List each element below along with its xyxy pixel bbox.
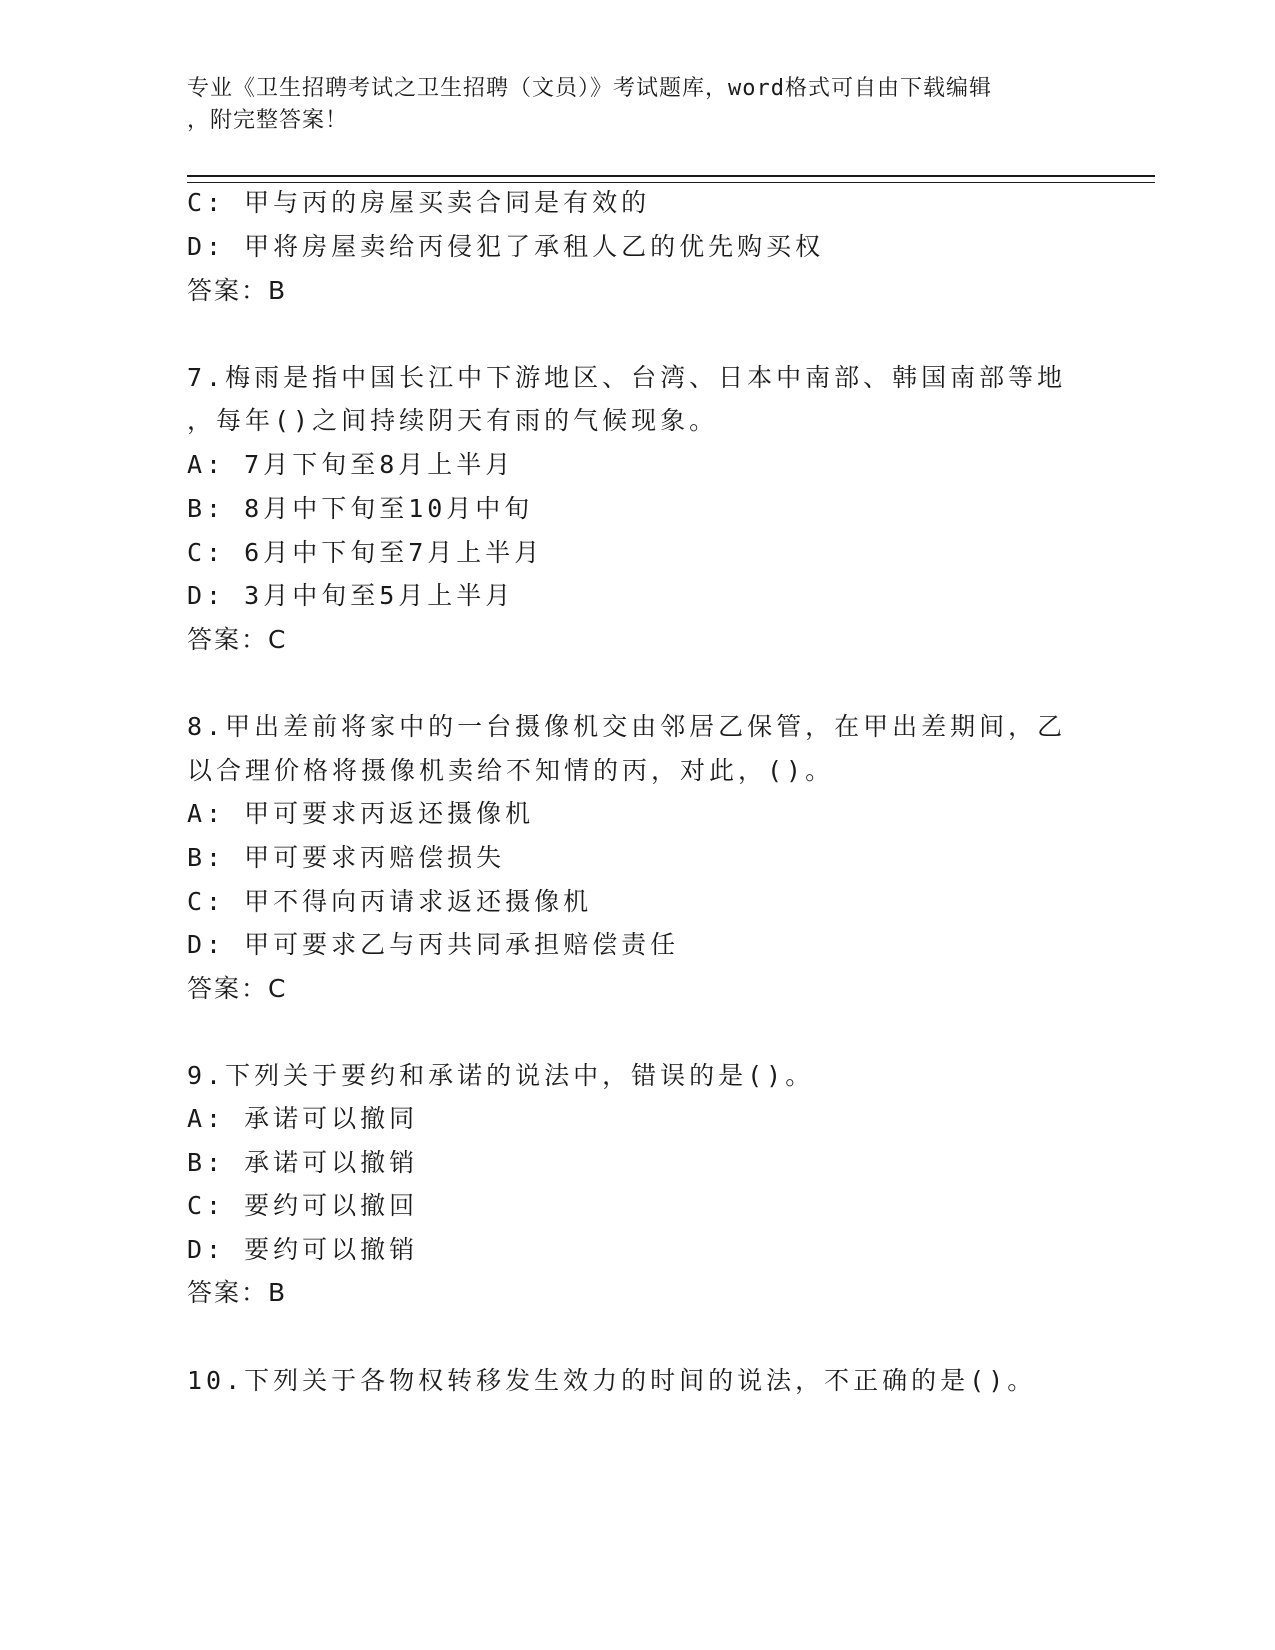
q8-option-c: C: 甲不得向丙请求返还摄像机 (187, 887, 593, 916)
header-line-2: ，附完整答案！ (187, 108, 349, 133)
q6-option-c: C: 甲与丙的房屋买卖合同是有效的 (187, 188, 651, 217)
q7-stem-line-2: ，每年()之间持续阴天有雨的气候现象。 (187, 406, 719, 435)
q7-option-c: C: 6月中下旬至7月上半月 (187, 538, 544, 567)
header-rule-thick (187, 175, 1155, 177)
q7-answer: 答案：C (187, 625, 288, 654)
q7-stem-line-1: 7.梅雨是指中国长江中下游地区、台湾、日本中南部、韩国南部等地 (187, 363, 1067, 392)
q8-option-b: B: 甲可要求丙赔偿损失 (187, 843, 506, 872)
q6-option-d: D: 甲将房屋卖给丙侵犯了承租人乙的优先购买权 (187, 232, 825, 261)
header-line-1: 专业《卫生招聘考试之卫生招聘（文员）》考试题库，word格式可自由下载编辑 (187, 76, 992, 101)
q8-answer: 答案：C (187, 974, 288, 1003)
q9-option-c: C: 要约可以撤回 (187, 1191, 419, 1220)
q8-option-d: D: 甲可要求乙与丙共同承担赔偿责任 (187, 930, 680, 959)
q9-option-a: A: 承诺可以撤同 (187, 1104, 419, 1133)
header-rule-thin (187, 182, 1155, 183)
document-header (187, 73, 1087, 137)
q8-stem-line-1: 8.甲出差前将家中的一台摄像机交由邻居乙保管，在甲出差期间，乙 (187, 712, 1067, 741)
q8-stem-line-2: 以合理价格将摄像机卖给不知情的丙，对此，()。 (187, 756, 835, 785)
q9-option-d: D: 要约可以撤销 (187, 1235, 419, 1264)
q6-answer: 答案：B (187, 276, 288, 305)
q7-option-d: D: 3月中旬至5月上半月 (187, 581, 515, 610)
q8-option-a: A: 甲可要求丙返还摄像机 (187, 799, 535, 828)
q7-option-b: B: 8月中下旬至10月中旬 (187, 494, 534, 523)
q9-stem-line-1: 9.下列关于要约和承诺的说法中，错误的是()。 (187, 1061, 815, 1090)
q9-option-b: B: 承诺可以撤销 (187, 1148, 419, 1177)
q10-stem-line-1: 10.下列关于各物权转移发生效力的时间的说法，不正确的是()。 (187, 1366, 1037, 1395)
q7-option-a: A: 7月下旬至8月上半月 (187, 450, 515, 479)
q9-answer: 答案：B (187, 1278, 288, 1307)
